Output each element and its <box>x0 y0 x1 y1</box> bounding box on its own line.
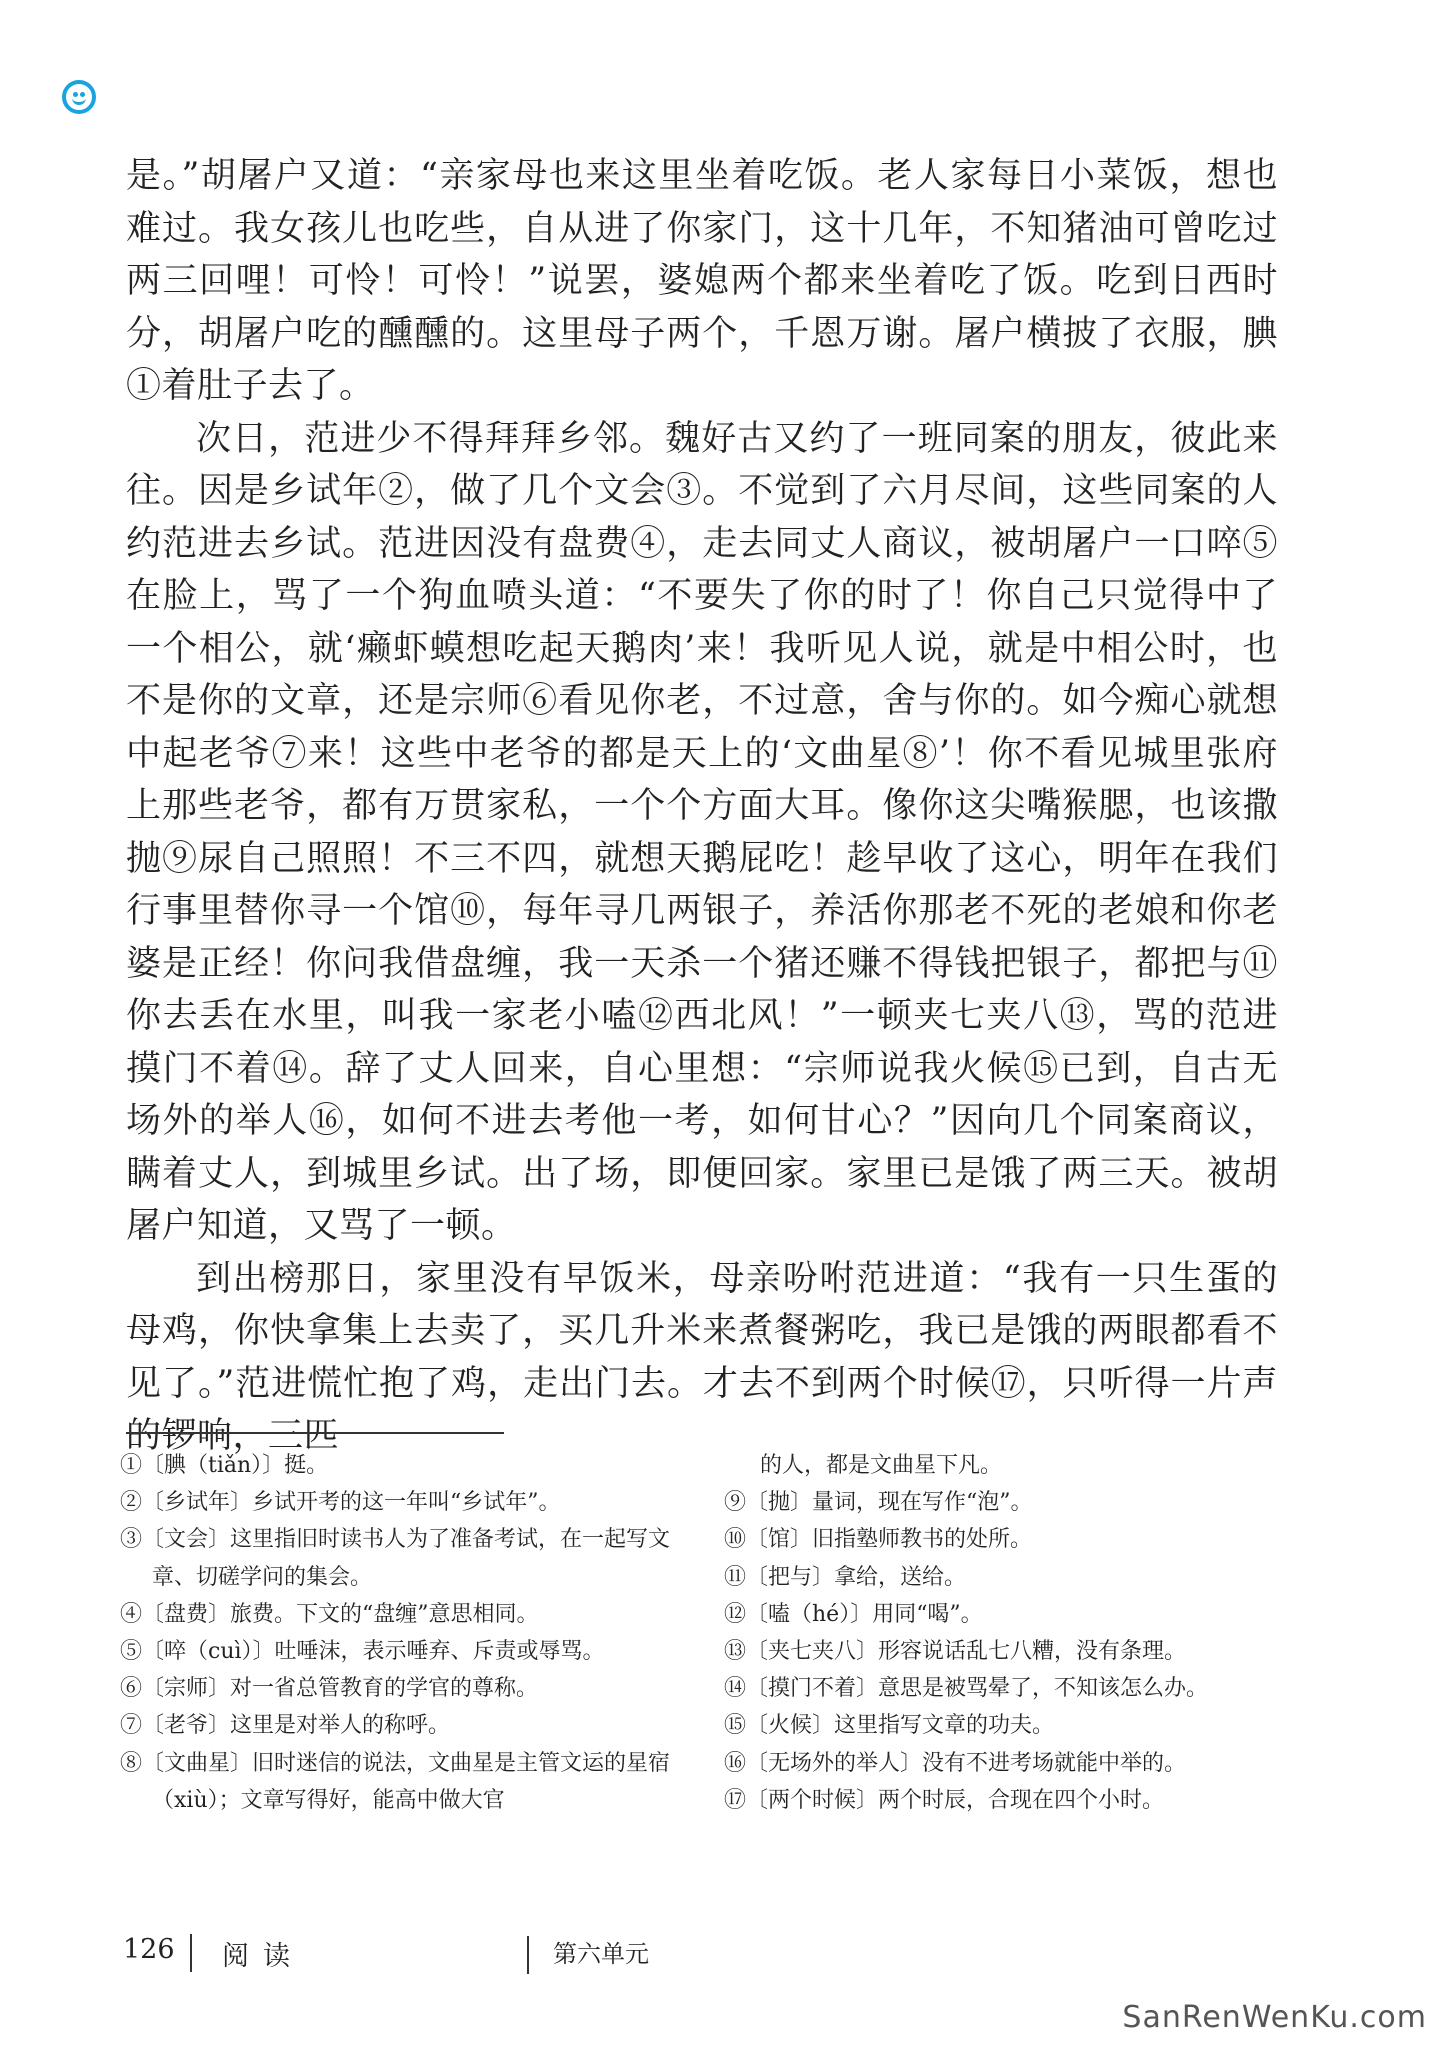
footnote-16: ⑯〔无场外的举人〕没有不进考场就能中举的。 <box>724 1750 1187 1776</box>
body-paragraph: 是。”胡屠户又道：“亲家母也来这里坐着吃饭。老人家每日小菜饭，想也难过。我女孩儿也吃些，自从进了你家门，这十几年，不知猪油可曾吃过两三回哩！可怜！可怜！”说罢，婆媳两个都来坐着吃了饭。吃到日西时分，胡屠户吃的醺醺的。这里母子两个，千恩万谢。屠户横披了衣服，腆①着肚子去了。 <box>126 156 1278 406</box>
footnotes-right-column <box>724 1447 1284 1819</box>
footnote-12: ⑫〔嗑（hé）〕用同“喝”。 <box>724 1601 983 1627</box>
footnote-17: ⑰〔两个时候〕两个时辰，合现在四个小时。 <box>724 1787 1165 1813</box>
footnote-4: ④〔盘费〕旅费。下文的“盘缠”意思相同。 <box>120 1601 539 1627</box>
footnote-3: ③〔文会〕这里指旧时读书人为了准备考试，在一起写文章、切磋学问的集会。 <box>120 1527 671 1590</box>
footnote-7: ⑦〔老爷〕这里是对举人的称呼。 <box>120 1713 451 1739</box>
footnote-15: ⑮〔火候〕这里指写文章的功夫。 <box>724 1713 1055 1739</box>
footnotes-left-column <box>120 1447 680 1819</box>
footer-divider <box>190 1934 192 1972</box>
page-number: 126 <box>123 1934 175 1965</box>
smiley-mouth <box>72 93 86 105</box>
footnote-8: ⑧〔文曲星〕旧时迷信的说法，文曲星是主管文运的星宿（xiù）；文章写得好，能高中做大官 <box>120 1750 671 1813</box>
footnote-2: ②〔乡试年〕乡试开考的这一年叫“乡试年”。 <box>120 1490 561 1516</box>
footnote-6: ⑥〔宗师〕对一省总管教育的学官的尊称。 <box>120 1676 539 1702</box>
footnote-9: ⑨〔抛〕量词，现在写作“泡”。 <box>724 1490 1033 1516</box>
body-paragraph: 到出榜那日，家里没有早饭米，母亲吩咐范进道：“我有一只生蛋的母鸡，你快拿集上去卖了，买几升米来煮餐粥吃，我已是饿的两眼都看不见了。”范进慌忙抱了鸡，走出门去。才去不到两个时候⑰，只听得一片声的锣响，三匹 <box>126 1258 1278 1456</box>
footnote-13: ⑬〔夹七夹八〕形容说话乱七八糟，没有条理。 <box>724 1639 1187 1665</box>
body-text <box>126 150 1278 1463</box>
footnote-5: ⑤〔啐（cuì）〕吐唾沫，表示唾弃、斥责或辱骂。 <box>120 1639 605 1665</box>
footnote-14: ⑭〔摸门不着〕意思是被骂晕了，不知该怎么办。 <box>724 1676 1209 1702</box>
body-paragraph: 次日，范进少不得拜拜乡邻。魏好古又约了一班同案的朋友，彼此来往。因是乡试年②，做了几个文会③。不觉到了六月尽间，这些同案的人约范进去乡试。范进因没有盘费④，走去同丈人商议，被胡屠户一口啐⑤在脸上，骂了一个狗血喷头道：“不要失了你的时了！你自己只觉得中了一个相公，就‘癞虾蟆想吃起天鹅肉’来！我听见人说，就是中相公时，也不是你的文章，还是宗师⑥看见你老，不过意，舍与你的。如今痴心就想中起老爷⑦来！这些中老爷的都是天上的‘文曲星⑧’！你不看见城里张府上那些老爷，都有万贯家私，一个个方面大耳。像你这尖嘴猴腮，也该撒抛⑨尿自己照照！不三不四，就想天鹅屁吃！趁早收了这心，明年在我们行事里替你寻一个馆⑩，每年寻几两银子，养活你那老不死的老娘和你老婆是正经！你问我借盘缠，我一天杀一个猪还赚不得钱把银子，都把与⑪你去丢在水里，叫我一家老小嗑⑫西北风！”一顿夹七夹八⑬，骂的范进摸门不着⑭。辞了丈人回来，自心里想：“宗师说我火候⑮已到，自古无场外的举人⑯，如何不进去考他一考，如何甘心？”因向几个同案商议，瞒着丈人，到城里乡试。出了场，即便回家。家里已是饿了两三天。被胡屠户知道，又骂了一顿。 <box>126 418 1278 1246</box>
smiley-icon <box>62 80 96 114</box>
footnote-8-continued: 的人，都是文曲星下凡。 <box>760 1453 1003 1478</box>
page-footer <box>0 1926 1449 1976</box>
watermark: SanRenWenKu.com <box>1122 2000 1427 2035</box>
footnote-separator <box>126 1432 504 1434</box>
footnote-1: ①〔腆（tiǎn）〕挺。 <box>120 1453 329 1478</box>
footer-divider <box>527 1936 529 1974</box>
footnote-11: ⑪〔把与〕拿给，送给。 <box>724 1564 967 1590</box>
footnote-10: ⑩〔馆〕旧指塾师教书的处所。 <box>724 1527 1033 1553</box>
section-title: 阅读 <box>222 1941 304 1972</box>
unit-title: 第六单元 <box>553 1940 649 1968</box>
